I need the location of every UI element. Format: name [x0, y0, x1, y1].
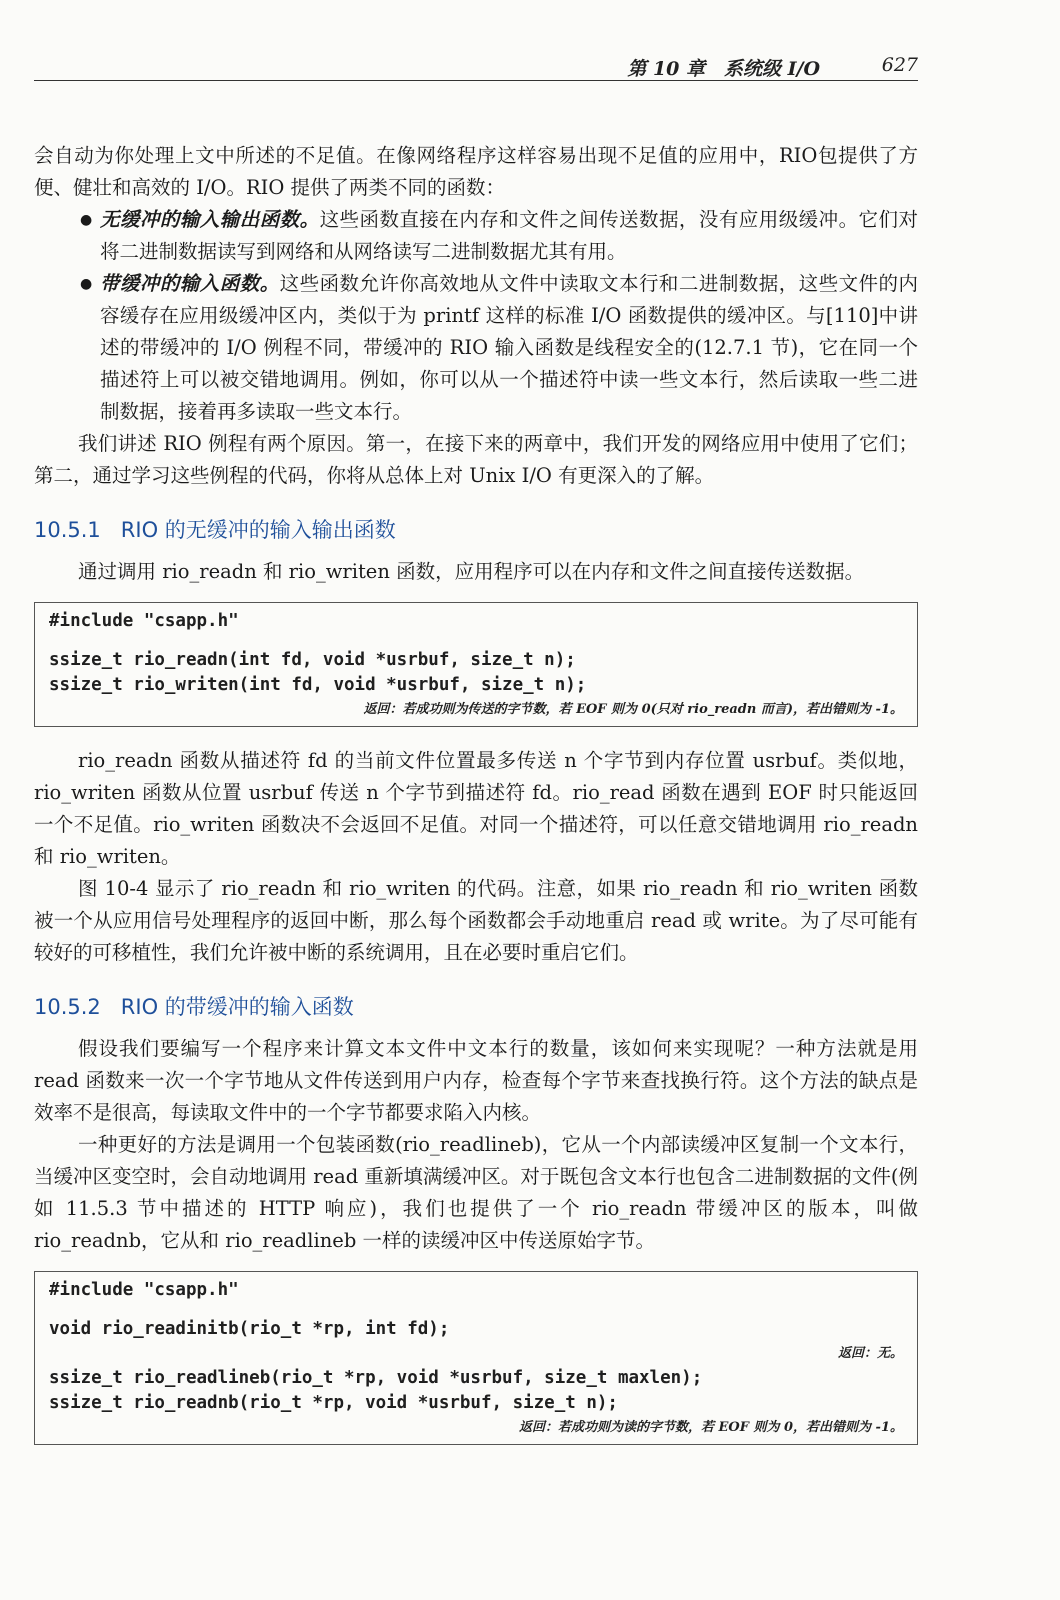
section1-intro: 通过调用 rio_readn 和 rio_writen 函数，应用程序可以在内存和文件之间直接传送数据。: [78, 560, 865, 583]
section2-paragraph-1: 假设我们要编写一个程序来计算文本文件中文本行的数量，该如何来实现呢？一种方法就是用 read 函数来一次一个字节地从文件传送到用户内存，检查每个字节来查找换行符。这个方法的缺点是效率不是很高，每读取文件中的一个字节都要求陷入内核。: [34, 1037, 918, 1124]
section-title: RIO 的带缓冲的输入函数: [120, 995, 354, 1019]
bullet-text: 这些函数直接在内存和文件之间传送数据，没有应用级缓冲。它们对将二进制数据读写到网络和从网络读写二进制数据尤其有用。: [100, 208, 918, 263]
return-note: 返回：若成功则为读的字节数，若 EOF 则为 0，若出错则为 -1。: [518, 1420, 903, 1435]
return-note: 返回：无。: [837, 1346, 903, 1361]
code-line: ssize_t rio_readlineb(rio_t *rp, void *usrbuf, size_t maxlen);: [49, 1368, 703, 1388]
section-number: 10.5.1: [34, 518, 101, 542]
running-header: [34, 54, 918, 81]
code-line: ssize_t rio_writen(int fd, void *usrbuf, size_t n);: [49, 675, 587, 695]
code-line: void rio_readinitb(rio_t *rp, int fd);: [49, 1319, 450, 1339]
code-line: #include "csapp.h": [49, 1280, 239, 1300]
section-title: RIO 的无缓冲的输入输出函数: [120, 518, 396, 542]
reasons-paragraph: 我们讲述 RIO 例程有两个原因。第一，在接下来的两章中，我们开发的网络应用中使用了它们；第二，通过学习这些例程的代码，你将从总体上对 Unix I/O 有更深入的了解。: [34, 432, 918, 487]
bullet-unbuffered: [34, 204, 918, 268]
intro-paragraph: 会自动为你处理上文中所述的不足值。在像网络程序这样容易出现不足值的应用中，RIO包提供了方便、健壮和高效的 I/O。RIO 提供了两类不同的函数：: [34, 144, 918, 199]
bullet-lead: 无缓冲的输入输出函数。: [100, 208, 320, 231]
code-line: ssize_t rio_readn(int fd, void *usrbuf, size_t n);: [49, 650, 576, 670]
section-number: 10.5.2: [34, 995, 101, 1019]
code-line: #include "csapp.h": [49, 611, 239, 631]
return-note: 返回：若成功则为传送的字节数，若 EOF 则为 0(只对 rio_readn 而言)，若出错则为 -1。: [363, 702, 903, 717]
section-heading-10-5-2: [34, 991, 918, 1023]
bullet-icon: ●: [80, 276, 93, 292]
code-line: ssize_t rio_readnb(rio_t *rp, void *usrbuf, size_t n);: [49, 1393, 618, 1413]
chapter-title: 第 10 章 系统级 I/O: [627, 58, 820, 80]
section-heading-10-5-1: [34, 514, 918, 546]
bullet-lead: 带缓冲的输入函数。: [100, 272, 280, 295]
section1-paragraph-2: 图 10-4 显示了 rio_readn 和 rio_writen 的代码。注意，如果 rio_readn 和 rio_writen 函数被一个从应用信号处理程序的返回中断，那么每个函数都会手动地重启 read 或 write。为了尽可能有较好的可移植性，我们允许被中断的系统调用，且在必要时重启它们。: [34, 877, 918, 964]
bullet-icon: ●: [80, 212, 93, 228]
page-body: [34, 140, 918, 1463]
code-box-unbuffered: [34, 602, 918, 727]
section1-paragraph-1: rio_readn 函数从描述符 fd 的当前文件位置最多传送 n 个字节到内存位置 usrbuf。类似地，rio_writen 函数从位置 usrbuf 传送 n 个字节到描述符 fd。rio_read 函数在遇到 EOF 时只能返回一个不足值。rio_writen 函数决不会返回不足值。对同一个描述符，可以任意交错地调用 rio_readn 和 rio_writen。: [34, 749, 918, 868]
bullet-text: 这些函数允许你高效地从文件中读取文本行和二进制数据，这些文件的内容缓存在应用级缓冲区内，类似于为 printf 这样的标准 I/O 函数提供的缓冲区。与[110]中讲述的带缓冲的 I/O 例程不同，带缓冲的 RIO 输入函数是线程安全的(12.7.1 节)，它在同一个描述符上可以被交错地调用。例如，你可以从一个描述符中读一些文本行，然后读取一些二进制数据，接着再多读取一些文本行。: [100, 272, 918, 423]
code-box-buffered: [34, 1271, 918, 1445]
bullet-buffered: [34, 268, 918, 428]
section2-paragraph-2: 一种更好的方法是调用一个包装函数(rio_readlineb)，它从一个内部读缓冲区复制一个文本行，当缓冲区变空时，会自动地调用 read 重新填满缓冲区。对于既包含文本行也包含二进制数据的文件(例如 11.5.3 节中描述的 HTTP 响应)，我们也提供了一个 rio_readn 带缓冲区的版本，叫做 rio_readnb，它从和 rio_readlineb 一样的读缓冲区中传送原始字节。: [34, 1133, 918, 1252]
page-number: 627: [881, 54, 918, 76]
